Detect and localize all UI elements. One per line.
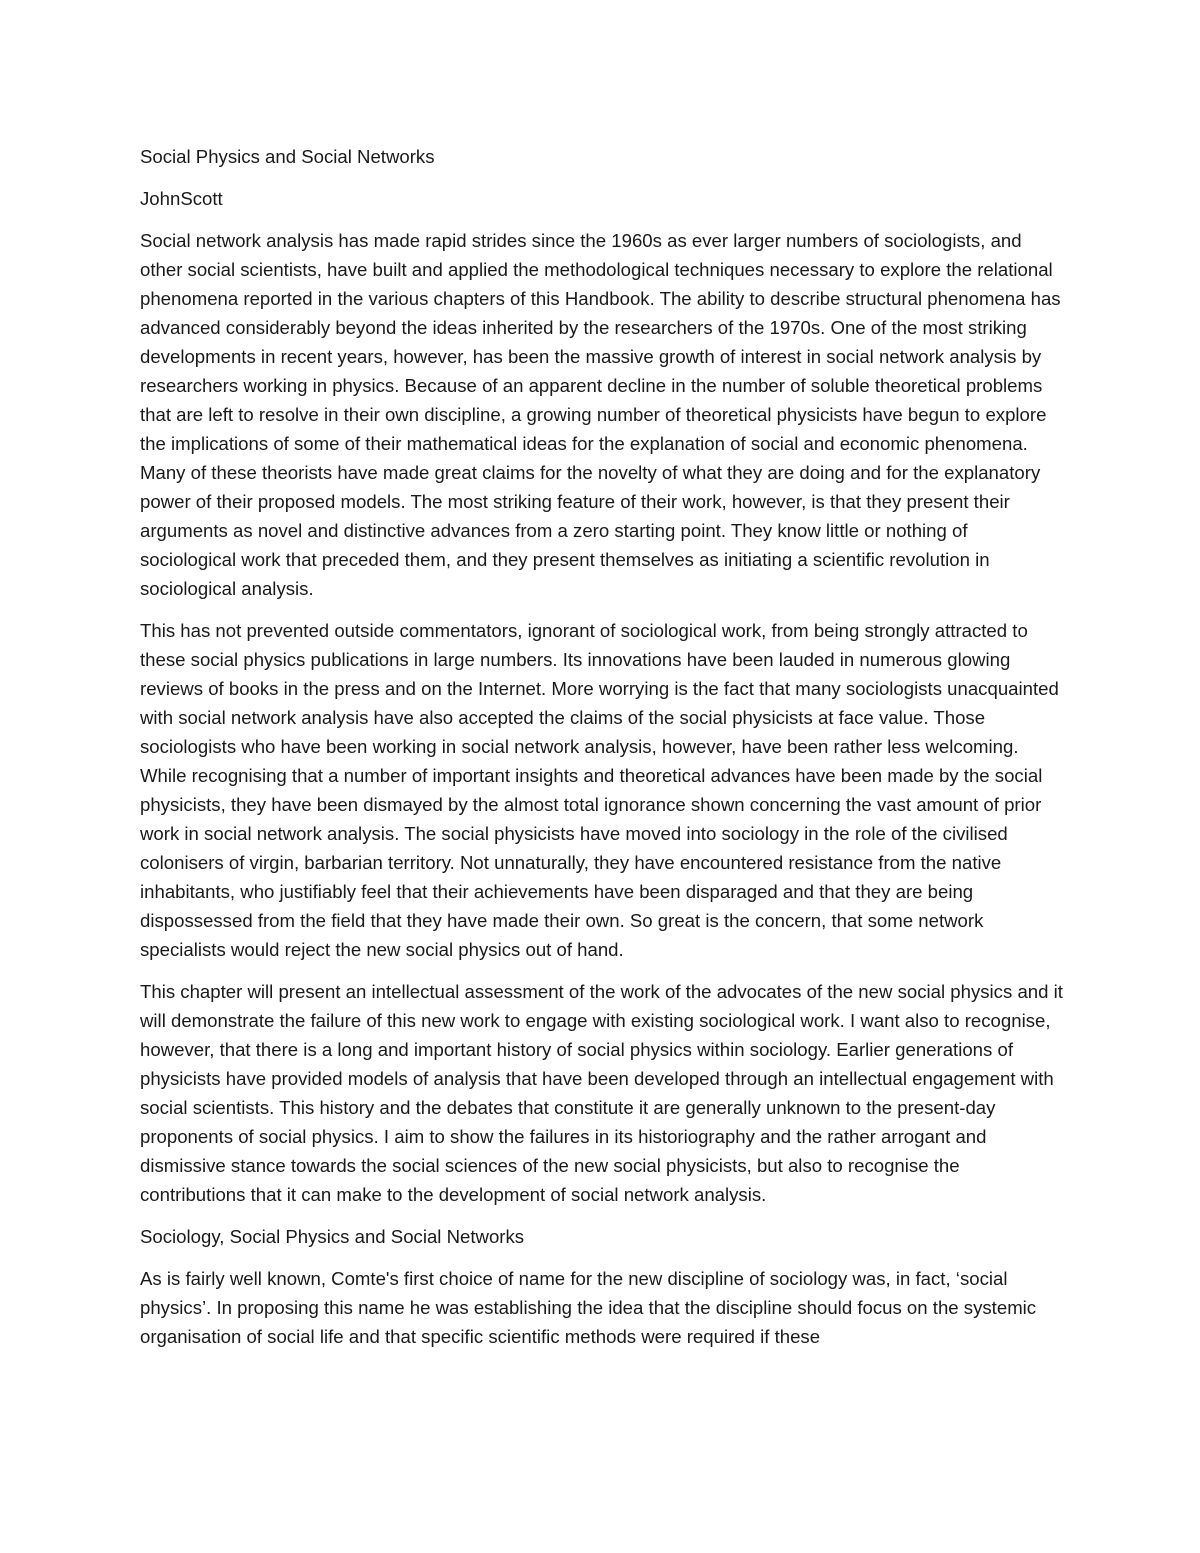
section-paragraph: As is fairly well known, Comte's first choice of name for the new discipline of sociology was, in fact, ‘social physics’. In proposing this name he was establishing the idea that the discipline should focus on the systemic organisation of social life and that specific scientific methods were required if these bbox=[140, 1268, 1037, 1347]
document-author: JohnScott bbox=[140, 188, 223, 209]
section-heading: Sociology, Social Physics and Social Networks bbox=[140, 1226, 525, 1247]
paragraph-1: Social network analysis has made rapid strides since the 1960s as ever larger numbers of sociologists, and other social scientists, have built and applied the methodological techniques necessary to explore the relational phenomena reported in the various chapters of this Handbook. The ability to describe structural phenomena has advanced considerably beyond the ideas inherited by the researchers of the 1970s. One of the most striking developments in recent years, however, has been the massive growth of interest in social network analysis by researchers working in physics. Because of an apparent decline in the number of soluble theoretical problems that are left to resolve in their own discipline, a growing number of theoretical physicists have begun to explore the implications of some of their mathematical ideas for the explanation of social and economic phenomena. Many of these theorists have made great claims for the novelty of what they are doing and for the explanatory power of their proposed models. The most striking feature of their work, however, is that they present their arguments as novel and distinctive advances from a zero starting point. They know little or nothing of sociological work that preceded them, and they present themselves as initiating a scientific revolution in sociological analysis. bbox=[140, 230, 1061, 599]
page-body bbox=[140, 142, 1066, 1364]
document-title: Social Physics and Social Networks bbox=[140, 146, 435, 167]
paragraph-3: This chapter will present an intellectual assessment of the work of the advocates of the new social physics and it will demonstrate the failure of this new work to engage with existing sociological work. I want also to recognise, however, that there is a long and important history of social physics within sociology. Earlier generations of physicists have provided models of analysis that have been developed through an intellectual engagement with social scientists. This history and the debates that constitute it are generally unknown to the present-day proponents of social physics. I aim to show the failures in its historiography and the rather arrogant and dismissive stance towards the social sciences of the new social physicists, but also to recognise the contributions that it can make to the development of social network analysis. bbox=[140, 981, 1063, 1205]
paragraph-2: This has not prevented outside commentators, ignorant of sociological work, from being strongly attracted to these social physics publications in large numbers. Its innovations have been lauded in numerous glowing reviews of books in the press and on the Internet. More worrying is the fact that many sociologists unacquainted with social network analysis have also accepted the claims of the social physicists at face value. Those sociologists who have been working in social network analysis, however, have been rather less welcoming. While recognising that a number of important insights and theoretical advances have been made by the social physicists, they have been dismayed by the almost total ignorance shown concerning the vast amount of prior work in social network analysis. The social physicists have moved into sociology in the role of the civilised colonisers of virgin, barbarian territory. Not unnaturally, they have encountered resistance from the native inhabitants, who justifiably feel that their achievements have been disparaged and that they are being dispossessed from the field that they have made their own. So great is the concern, that some network specialists would reject the new social physics out of hand. bbox=[140, 620, 1059, 960]
